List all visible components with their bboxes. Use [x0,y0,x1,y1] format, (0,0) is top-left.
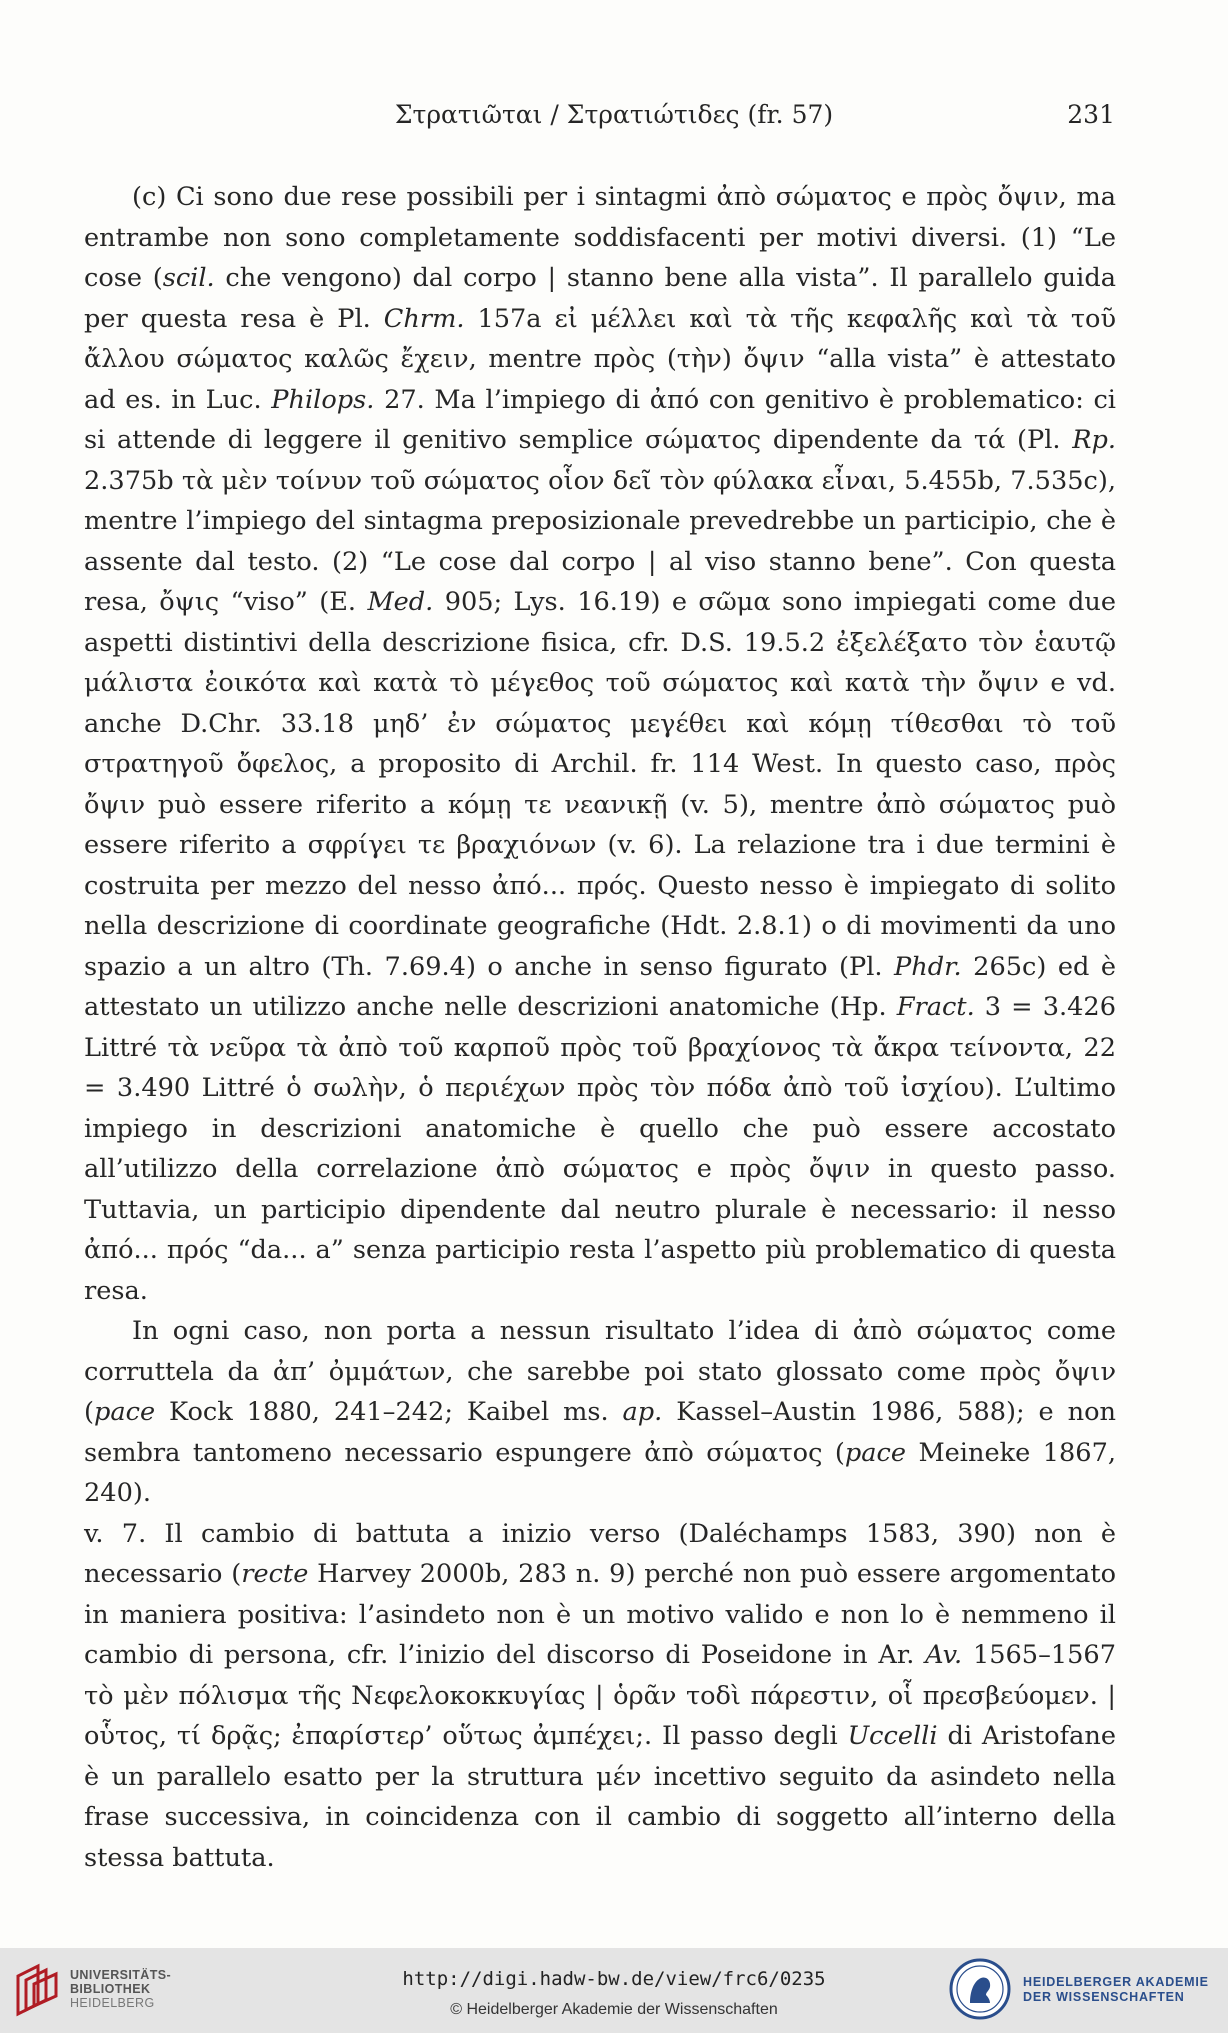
body-paragraph [84,1514,1116,1879]
viewer-footer [0,1948,1228,2033]
text-run: In ogni caso, non porta a nessun risultato l’idea di ἀπὸ σώματος come corruttela da ἀπ’ ὀμμάτων, che sarebbe poi stato glossato come πρὸς ὄψιν ( [84,1316,1116,1427]
body-text [84,177,1116,1878]
italic-text-run: Phdr. [894,951,962,982]
italic-text-run: scil. [162,263,215,293]
italic-text-run: Philops. [271,384,375,415]
text-run: 157a εἰ μέλλει καὶ τὰ τῆς κεφαλῆς καὶ τὰ τοῦ ἄλλου σώματος καλῶς ἔχειν, mentre πρὸς (τὴν) ὄψιν “alla vista” è attestato ad es. in Luc. [84,303,1116,415]
text-run: Meineke 1867, 240). [84,1437,1116,1508]
italic-text-run: recte [241,1559,309,1589]
body-paragraph [84,177,1116,1311]
running-title: Στρατιῶται / Στρατιώτιδες (fr. 57) [394,100,834,129]
text-run: Harvey 2000b, 283 n. 9) perché non può essere argomentato in maniera positiva: l’asindeto non è un motivo valido e non lo è nemmeno il cambio di persona, cfr. l’inizio del discorso di Poseidone in Ar. [84,1559,1116,1670]
italic-text-run: Av. [925,1640,963,1670]
library-name-line: BIBLIOTHEK [70,1982,151,1996]
text-run: 3 = 3.426 Littré τὰ νεῦρα τὰ ἀπὸ τοῦ καρποῦ πρὸς τοῦ βραχίονος τὰ ἄκρα τείνοντα, 22 = 3.490 Littré ὁ σωλὴν, ὁ περιέχων πρὸς τὸν πόδα ἀπὸ τοῦ ἰσχίου). L’ultimo impiego in descrizioni anatomiche è quello che può essere accostato all’utilizzo della correlazione ἀπὸ σώματος e πρὸς ὄψιν in questo passo. Tuttavia, un participio dipendente dal neutro plurale è necessario: il nesso ἀπό... πρός “da... a” senza participio resta l’aspetto più problematico di questa resa. [84,992,1116,1306]
text-run: 265c) ed è attestato un utilizzo anche nelle descrizioni anatomiche (Hp. [84,951,1116,1022]
text-run: (c) Ci sono due rese possibili per i sintagmi ἀπὸ σώματος e πρὸς ὄψιν, ma entrambe non sono completamente soddisfacenti per motivi diversi. (1) “Le cose ( [84,182,1116,293]
library-name-line: HEIDELBERG [70,1996,155,2010]
italic-text-run: pace [94,1397,156,1427]
body-paragraph [84,1311,1116,1514]
text-run: di Aristofane è un parallelo esatto per la struttura μέν incettivo seguito da asindeto nella frase successiva, in coincidenza con il cambio di soggetto all’interno della stessa battuta. [84,1721,1116,1873]
academy-name-line: HEIDELBERGER AKADEMIE [1023,1975,1209,1989]
text-run: v. 7. Il cambio di battuta a inizio verso (Daléchamps 1583, 390) non è necessario ( [84,1518,1116,1589]
running-head [0,100,1228,136]
text-run: 1565–1567 τὸ μὲν πόλισμα τῆς Νεφελοκοκκυγίας | ὁρᾶν τοδὶ πάρεστιν, οἷ πρεσβεύομεν. | οὗτος, τί δρᾷς; ἐπαρίστερ’ οὕτως ἀμπέχει;. Il passo degli [84,1640,1117,1751]
text-run: 905; Lys. 16.19) e σῶμα sono impiegati come due aspetti distintivi della descrizione fisica, cfr. D.S. 19.5.2 ἐξελέξατο τὸν ἑαυτῷ μάλιστα ἐοικότα καὶ κατὰ τὸ μέγεθος τοῦ σώματος καὶ κατὰ τὴν ὄψιν e vd. anche D.Chr. 33.18 μηδ’ ἐν σώματος μεγέθει καὶ κόμῃ τίθεσθαι τὸ τοῦ στρατηγοῦ ὄφελος, a proposito di Archil. fr. 114 West. In questo caso, πρὸς ὄψιν può essere riferito a κόμῃ τε νεανικῇ (v. 5), mentre ἀπὸ σώματος può essere riferito a σφρίγει τε βραχιόνων (v. 6). La relazione tra i due termini è costruita per mezzo del nesso ἀπό... πρός. Questo nesso è impiegato di solito nella descrizione di coordinate geografiche (Hdt. 2.8.1) o di movimenti da uno spazio a un altro (Th. 7.69.4) o anche in senso figurato (Pl. [84,587,1117,982]
library-name-line: UNIVERSITÄTS- [70,1968,172,1982]
academy-name [1023,1975,1209,2005]
text-run: che vengono) dal corpo | stanno bene alla vista”. Il parallelo guida per questa resa è Pl. [84,263,1116,334]
academy-name-line: DER WISSENSCHAFTEN [1023,1990,1185,2004]
italic-text-run: pace [844,1437,906,1468]
text-run: 27. Ma l’impiego di ἀπό con genitivo è problematico: ci si attende di leggere il genitivo semplice σώματος dipendente da τά (Pl. [84,384,1116,455]
text-run: Kock 1880, 241–242; Kaibel ms. [155,1397,623,1427]
italic-text-run: Fract. [896,992,975,1022]
italic-text-run: Med. [367,587,434,617]
page-number: 231 [1067,100,1115,129]
text-run: 2.375b τὰ μὲν τοίνυν τοῦ σώματος οἷον δεῖ τὸν φύλακα εἶναι, 5.455b, 7.535c), mentre l’impiego del sintagma preposizionale prevedrebbe un participio, che è assente dal testo. (2) “Le cose dal corpo | al viso stanno bene”. Con questa resa, ὄψις “viso” (E. [84,465,1116,617]
permalink-url[interactable]: http://digi.hadw-bw.de/view/frc6/0235 [402,1968,826,1990]
italic-text-run: Chrm. [383,303,465,334]
italic-text-run: Rp. [1072,425,1116,455]
text-run: Kassel–Austin 1986, 588); e non sembra tantomeno necessario espungere ἀπὸ σώματος ( [84,1397,1116,1468]
italic-text-run: ap. [622,1397,663,1427]
copyright-notice: © Heidelberger Akademie der Wissenschaften [450,2001,778,2018]
academy-seal-icon [948,1957,1012,2021]
italic-text-run: Uccelli [847,1721,938,1751]
